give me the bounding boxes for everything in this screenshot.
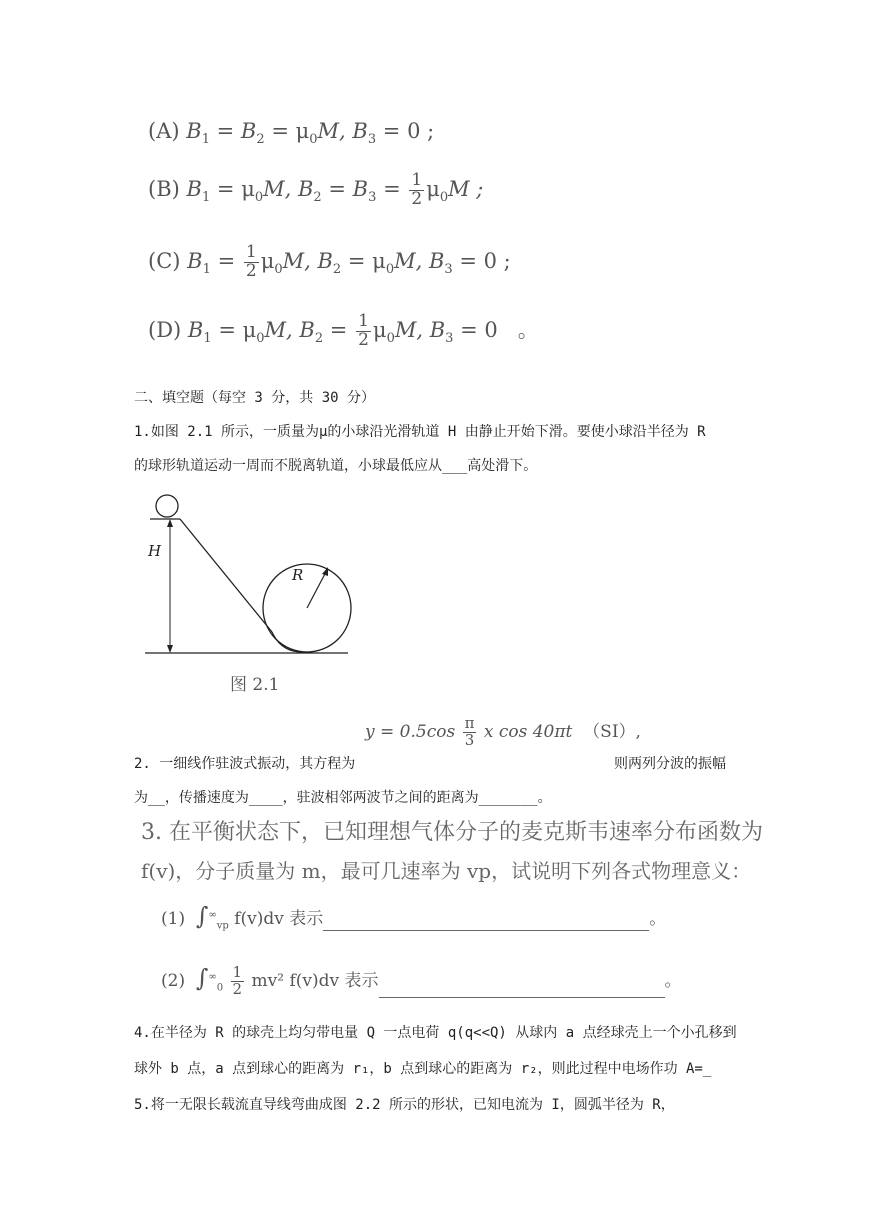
q3-line1: 3. 在平衡状态下，已知理想气体分子的麦克斯韦速率分布函数为 — [141, 820, 763, 845]
option-c: (C) $B_1$ = $\frac{1}{2}$ $\mu_0M$, $B_2 = \mu_0M$, $B_3 = 0$ ; — [148, 242, 511, 281]
h-label: H — [148, 542, 162, 560]
q1-line2: 的球形轨道运动一周而不脱离轨道，小球最低应从___高处滑下。 — [134, 458, 538, 474]
q5-line1: 5.将一无限长载流直导线弯曲成图 2.2 所示的形状，已知电流为 I，圆弧半径为 R， — [134, 1097, 675, 1113]
option-d: (D) $B_1 = \mu_0M$, $B_2$ = $\frac{1}{2}$ $\mu_0M$, $B_3 = 0$ 。 — [148, 311, 539, 350]
q3-blank-2[interactable] — [379, 997, 665, 998]
option-b: (B) $B_1 = \mu_0M$, $B_2 = B_3$ = $\frac{1}{2}$ $\mu_0M$ ; — [148, 170, 484, 209]
q4-line1: 4.在半径为 R 的球壳上均匀带电量 Q 一点电荷 q(q<<Q) 从球内 a 点经球壳上一个小孔移到 — [134, 1025, 737, 1041]
q1-line1: 1.如图 2.1 所示，一质量为μ的小球沿光滑轨道 H 由静止开始下滑。要使小球沿半径为 R — [134, 424, 706, 440]
fraction-half: $\frac{1}{2}$ — [411, 170, 423, 209]
option-a: (A) $B_1 = B_2 = \mu_0M$, $B_3 = 0$ ; — [148, 119, 435, 148]
q2-line2: 为__，传播速度为____，驻波相邻两波节之间的距离为_______。 — [134, 790, 552, 806]
r-label: R — [292, 566, 304, 584]
fraction-half: $\frac{1}{2}$ — [245, 242, 257, 281]
q3-blank-1[interactable] — [323, 930, 649, 931]
slope-track — [180, 519, 272, 632]
section-title: 二、填空题（每空 3 分，共 30 分） — [134, 390, 376, 406]
q2-equation: y = 0.5cos $\frac{\pi}{3}$ x cos 40πt （SI）, — [365, 714, 641, 749]
fraction-half: $\frac{1}{2}$ — [358, 311, 369, 350]
q3-item2: (2) $\int^\infty_0$ $\frac{1}{2}$ mv² f(v)dv 表示 。 — [161, 963, 682, 998]
ball-circle — [156, 495, 178, 517]
q2-line1-right: 则两列分波的振幅 — [614, 756, 726, 772]
q3-line2: f(v)，分子质量为 m，最可几速率为 vp，试说明下列各式物理意义： — [141, 859, 752, 883]
q3-item1: (1) $\int^\infty_{vp}$ f(v)dv 表示 。 — [161, 902, 667, 932]
q2-line1-left: 2. 一细线作驻波式振动，其方程为 — [134, 756, 356, 772]
figure-2-1 — [140, 490, 355, 700]
q4-line2: 球外 b 点，a 点到球心的距离为 r₁，b 点到球心的距离为 r₂，则此过程中电场作功 A=_ — [134, 1061, 712, 1077]
figure-caption: 图 2.1 — [230, 675, 280, 695]
